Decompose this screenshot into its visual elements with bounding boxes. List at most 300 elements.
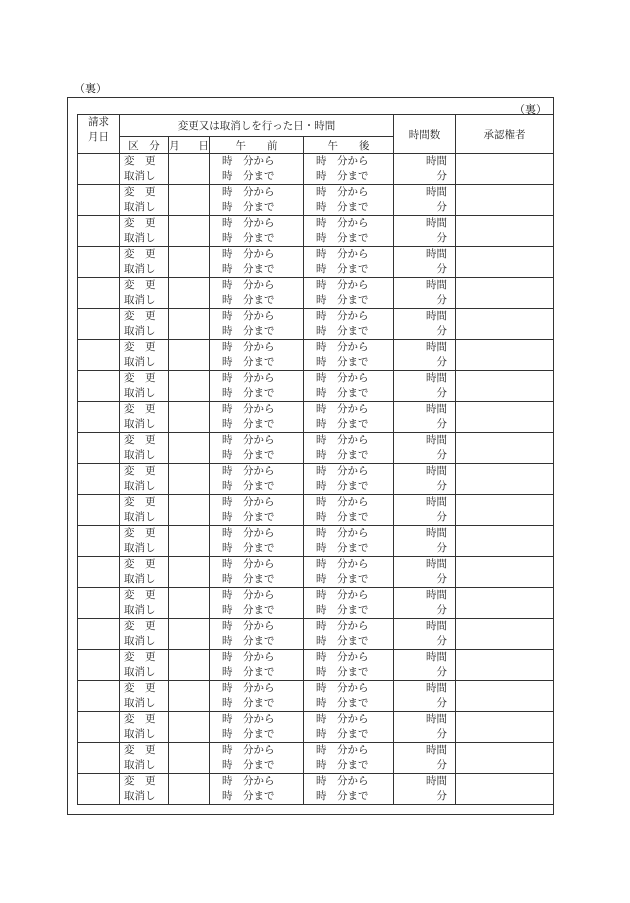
category-cell xyxy=(120,464,169,495)
am-time-to: 時 分まで xyxy=(222,480,275,492)
table-row xyxy=(78,557,554,588)
minutes-label: 分 xyxy=(436,418,447,430)
am-time-from: 時 分から xyxy=(222,496,275,508)
category-cell xyxy=(120,309,169,340)
category-change: 変 更 xyxy=(124,682,156,694)
am-time-to: 時 分まで xyxy=(222,325,275,337)
hours-label: 時間 xyxy=(426,372,447,384)
pm-time-cell xyxy=(304,464,394,495)
am-time-from: 時 分から xyxy=(222,651,275,663)
table-row xyxy=(78,588,554,619)
pm-time-to: 時 分まで xyxy=(316,604,369,616)
pm-time-from: 時 分から xyxy=(316,651,369,663)
am-time-from: 時 分から xyxy=(222,341,275,353)
request-date-cell[interactable] xyxy=(78,650,120,681)
category-change: 変 更 xyxy=(124,434,156,446)
month-day-cell[interactable] xyxy=(169,402,210,433)
pm-time-cell xyxy=(304,216,394,247)
category-cancel: 取消し xyxy=(124,294,156,306)
table-row xyxy=(78,526,554,557)
hours-label: 時間 xyxy=(426,217,447,229)
category-cell xyxy=(120,743,169,774)
approver-cell[interactable] xyxy=(456,495,554,526)
minutes-label: 分 xyxy=(436,666,447,678)
minutes-label: 分 xyxy=(436,759,447,771)
table-row xyxy=(78,681,554,712)
category-cancel: 取消し xyxy=(124,728,156,740)
approver-cell[interactable] xyxy=(456,650,554,681)
minutes-label: 分 xyxy=(436,201,447,213)
category-cancel: 取消し xyxy=(124,325,156,337)
month-day-cell[interactable] xyxy=(169,371,210,402)
category-cancel: 取消し xyxy=(124,759,156,771)
am-time-cell xyxy=(210,402,304,433)
pm-time-from: 時 分から xyxy=(316,403,369,415)
am-time-cell xyxy=(210,495,304,526)
pm-time-from: 時 分から xyxy=(316,434,369,446)
pm-time-cell xyxy=(304,154,394,185)
request-date-cell[interactable] xyxy=(78,464,120,495)
month-day-cell[interactable] xyxy=(169,495,210,526)
am-time-from: 時 分から xyxy=(222,155,275,167)
hours-cell xyxy=(394,402,456,433)
month-day-cell[interactable] xyxy=(169,340,210,371)
pm-time-cell xyxy=(304,278,394,309)
pm-time-to: 時 分まで xyxy=(316,294,369,306)
category-cell xyxy=(120,433,169,464)
category-cell xyxy=(120,154,169,185)
request-date-cell[interactable] xyxy=(78,402,120,433)
request-date-cell[interactable] xyxy=(78,681,120,712)
table-row xyxy=(78,650,554,681)
pm-time-to: 時 分まで xyxy=(316,635,369,647)
category-change: 変 更 xyxy=(124,744,156,756)
minutes-label: 分 xyxy=(436,480,447,492)
request-date-cell[interactable] xyxy=(78,619,120,650)
table-row xyxy=(78,340,554,371)
am-time-cell xyxy=(210,185,304,216)
approver-cell[interactable] xyxy=(456,278,554,309)
month-day-cell[interactable] xyxy=(169,278,210,309)
approver-cell[interactable] xyxy=(456,743,554,774)
request-date-cell[interactable] xyxy=(78,247,120,278)
pm-time-to: 時 分まで xyxy=(316,573,369,585)
request-date-cell[interactable] xyxy=(78,588,120,619)
minutes-label: 分 xyxy=(436,263,447,275)
pm-time-cell xyxy=(304,340,394,371)
am-time-from: 時 分から xyxy=(222,279,275,291)
category-cancel: 取消し xyxy=(124,170,156,182)
pm-time-cell xyxy=(304,433,394,464)
month-day-cell[interactable] xyxy=(169,712,210,743)
hours-label: 時間 xyxy=(426,155,447,167)
request-date-cell[interactable] xyxy=(78,309,120,340)
category-change: 変 更 xyxy=(124,465,156,477)
pm-time-cell xyxy=(304,774,394,805)
page-back-label: （裏） xyxy=(74,82,107,95)
am-time-from: 時 分から xyxy=(222,217,275,229)
pm-time-from: 時 分から xyxy=(316,310,369,322)
pm-time-from: 時 分から xyxy=(316,589,369,601)
category-cancel: 取消し xyxy=(124,697,156,709)
table-row xyxy=(78,247,554,278)
month-day-cell[interactable] xyxy=(169,681,210,712)
pm-time-from: 時 分から xyxy=(316,527,369,539)
header-pm: 午 後 xyxy=(304,137,394,154)
request-date-cell[interactable] xyxy=(78,433,120,464)
hours-label: 時間 xyxy=(426,589,447,601)
am-time-cell xyxy=(210,619,304,650)
request-date-cell[interactable] xyxy=(78,278,120,309)
request-date-cell[interactable] xyxy=(78,154,120,185)
header-am: 午 前 xyxy=(210,137,304,154)
month-day-cell[interactable] xyxy=(169,247,210,278)
month-day-cell[interactable] xyxy=(169,216,210,247)
pm-time-to: 時 分まで xyxy=(316,728,369,740)
hours-cell xyxy=(394,309,456,340)
pm-time-cell xyxy=(304,743,394,774)
am-time-to: 時 分まで xyxy=(222,263,275,275)
pm-time-to: 時 分まで xyxy=(316,697,369,709)
hours-label: 時間 xyxy=(426,248,447,260)
am-time-from: 時 分から xyxy=(222,589,275,601)
am-time-cell xyxy=(210,154,304,185)
request-date-cell[interactable] xyxy=(78,557,120,588)
pm-time-cell xyxy=(304,247,394,278)
am-time-cell xyxy=(210,526,304,557)
header-approver: 承認権者 xyxy=(456,115,554,154)
am-time-from: 時 分から xyxy=(222,403,275,415)
category-cell xyxy=(120,371,169,402)
am-time-to: 時 分まで xyxy=(222,387,275,399)
hours-cell xyxy=(394,216,456,247)
hours-label: 時間 xyxy=(426,434,447,446)
category-cell xyxy=(120,557,169,588)
pm-time-to: 時 分まで xyxy=(316,790,369,802)
hours-label: 時間 xyxy=(426,775,447,787)
hours-cell xyxy=(394,650,456,681)
approver-cell[interactable] xyxy=(456,216,554,247)
month-day-cell[interactable] xyxy=(169,650,210,681)
am-time-cell xyxy=(210,309,304,340)
category-cell xyxy=(120,340,169,371)
pm-time-cell xyxy=(304,588,394,619)
hours-label: 時間 xyxy=(426,186,447,198)
category-cell xyxy=(120,588,169,619)
minutes-label: 分 xyxy=(436,573,447,585)
header-change-group: 変更又は取消しを行った日・時間 xyxy=(120,115,394,137)
pm-time-to: 時 分まで xyxy=(316,511,369,523)
change-cancel-table xyxy=(77,114,554,805)
approver-cell[interactable] xyxy=(456,185,554,216)
pm-time-to: 時 分まで xyxy=(316,356,369,368)
am-time-from: 時 分から xyxy=(222,372,275,384)
minutes-label: 分 xyxy=(436,635,447,647)
approver-cell[interactable] xyxy=(456,774,554,805)
category-cancel: 取消し xyxy=(124,480,156,492)
hours-cell xyxy=(394,743,456,774)
hours-label: 時間 xyxy=(426,279,447,291)
category-cancel: 取消し xyxy=(124,790,156,802)
am-time-to: 時 分まで xyxy=(222,232,275,244)
pm-time-from: 時 分から xyxy=(316,496,369,508)
month-day-cell[interactable] xyxy=(169,464,210,495)
request-date-cell[interactable] xyxy=(78,712,120,743)
category-cell xyxy=(120,650,169,681)
month-day-cell[interactable] xyxy=(169,526,210,557)
pm-time-from: 時 分から xyxy=(316,155,369,167)
approver-cell[interactable] xyxy=(456,402,554,433)
month-day-cell[interactable] xyxy=(169,619,210,650)
pm-time-from: 時 分から xyxy=(316,372,369,384)
am-time-to: 時 分まで xyxy=(222,170,275,182)
am-time-from: 時 分から xyxy=(222,744,275,756)
month-day-cell[interactable] xyxy=(169,743,210,774)
am-time-to: 時 分まで xyxy=(222,635,275,647)
table-row xyxy=(78,278,554,309)
table-row xyxy=(78,712,554,743)
pm-time-cell xyxy=(304,619,394,650)
hours-label: 時間 xyxy=(426,310,447,322)
hours-cell xyxy=(394,526,456,557)
pm-time-to: 時 分まで xyxy=(316,325,369,337)
category-cancel: 取消し xyxy=(124,604,156,616)
pm-time-to: 時 分まで xyxy=(316,232,369,244)
pm-time-cell xyxy=(304,681,394,712)
category-cell xyxy=(120,774,169,805)
approver-cell[interactable] xyxy=(456,464,554,495)
hours-cell xyxy=(394,185,456,216)
request-date-cell[interactable] xyxy=(78,185,120,216)
am-time-from: 時 分から xyxy=(222,186,275,198)
pm-time-from: 時 分から xyxy=(316,558,369,570)
minutes-label: 分 xyxy=(436,604,447,616)
category-change: 変 更 xyxy=(124,775,156,787)
am-time-to: 時 分まで xyxy=(222,728,275,740)
am-time-to: 時 分まで xyxy=(222,573,275,585)
category-cancel: 取消し xyxy=(124,387,156,399)
header-hours: 時間数 xyxy=(394,115,456,154)
table-row xyxy=(78,464,554,495)
pm-time-cell xyxy=(304,650,394,681)
approver-cell[interactable] xyxy=(456,309,554,340)
month-day-cell[interactable] xyxy=(169,557,210,588)
month-day-cell[interactable] xyxy=(169,774,210,805)
minutes-label: 分 xyxy=(436,697,447,709)
hours-label: 時間 xyxy=(426,465,447,477)
pm-time-cell xyxy=(304,185,394,216)
pm-time-to: 時 分まで xyxy=(316,666,369,678)
am-time-from: 時 分から xyxy=(222,248,275,260)
hours-cell xyxy=(394,433,456,464)
category-change: 変 更 xyxy=(124,496,156,508)
category-change: 変 更 xyxy=(124,248,156,260)
category-cancel: 取消し xyxy=(124,356,156,368)
request-date-cell[interactable] xyxy=(78,526,120,557)
am-time-cell xyxy=(210,247,304,278)
category-cancel: 取消し xyxy=(124,418,156,430)
month-day-cell[interactable] xyxy=(169,185,210,216)
approver-cell[interactable] xyxy=(456,371,554,402)
am-time-from: 時 分から xyxy=(222,713,275,725)
am-time-cell xyxy=(210,588,304,619)
pm-time-to: 時 分まで xyxy=(316,480,369,492)
am-time-to: 時 分まで xyxy=(222,511,275,523)
approver-cell[interactable] xyxy=(456,588,554,619)
table-row xyxy=(78,433,554,464)
minutes-label: 分 xyxy=(436,325,447,337)
request-date-cell[interactable] xyxy=(78,216,120,247)
am-time-to: 時 分まで xyxy=(222,418,275,430)
pm-time-to: 時 分まで xyxy=(316,542,369,554)
minutes-label: 分 xyxy=(436,511,447,523)
hours-label: 時間 xyxy=(426,651,447,663)
category-cell xyxy=(120,526,169,557)
hours-cell xyxy=(394,588,456,619)
am-time-cell xyxy=(210,650,304,681)
hours-label: 時間 xyxy=(426,403,447,415)
hours-cell xyxy=(394,154,456,185)
approver-cell[interactable] xyxy=(456,340,554,371)
minutes-label: 分 xyxy=(436,294,447,306)
am-time-cell xyxy=(210,464,304,495)
table-row xyxy=(78,774,554,805)
request-date-cell[interactable] xyxy=(78,495,120,526)
pm-time-from: 時 分から xyxy=(316,341,369,353)
pm-time-cell xyxy=(304,402,394,433)
category-cancel: 取消し xyxy=(124,511,156,523)
am-time-from: 時 分から xyxy=(222,558,275,570)
month-day-cell[interactable] xyxy=(169,588,210,619)
approver-cell[interactable] xyxy=(456,712,554,743)
category-cell xyxy=(120,247,169,278)
am-time-to: 時 分まで xyxy=(222,201,275,213)
table-row xyxy=(78,743,554,774)
request-date-cell[interactable] xyxy=(78,743,120,774)
category-change: 変 更 xyxy=(124,372,156,384)
pm-time-to: 時 分まで xyxy=(316,449,369,461)
category-cancel: 取消し xyxy=(124,573,156,585)
pm-time-from: 時 分から xyxy=(316,775,369,787)
am-time-from: 時 分から xyxy=(222,620,275,632)
pm-time-to: 時 分まで xyxy=(316,387,369,399)
header-day: 日 xyxy=(198,139,209,152)
pm-time-cell xyxy=(304,557,394,588)
month-day-cell[interactable] xyxy=(169,433,210,464)
am-time-to: 時 分まで xyxy=(222,542,275,554)
month-day-cell[interactable] xyxy=(169,309,210,340)
pm-time-to: 時 分まで xyxy=(316,263,369,275)
hours-label: 時間 xyxy=(426,496,447,508)
hours-label: 時間 xyxy=(426,620,447,632)
category-cancel: 取消し xyxy=(124,232,156,244)
am-time-to: 時 分まで xyxy=(222,759,275,771)
pm-time-from: 時 分から xyxy=(316,248,369,260)
am-time-cell xyxy=(210,712,304,743)
category-cell xyxy=(120,278,169,309)
table-row xyxy=(78,185,554,216)
pm-time-from: 時 分から xyxy=(316,217,369,229)
am-time-cell xyxy=(210,340,304,371)
category-cell xyxy=(120,402,169,433)
table-row xyxy=(78,371,554,402)
am-time-to: 時 分まで xyxy=(222,697,275,709)
header-month: 月 xyxy=(169,139,180,152)
pm-time-from: 時 分から xyxy=(316,682,369,694)
category-cancel: 取消し xyxy=(124,263,156,275)
category-change: 変 更 xyxy=(124,558,156,570)
approver-cell[interactable] xyxy=(456,557,554,588)
frame-back-label: （裏） xyxy=(514,103,547,116)
category-change: 変 更 xyxy=(124,279,156,291)
minutes-label: 分 xyxy=(436,170,447,182)
category-change: 変 更 xyxy=(124,527,156,539)
approver-cell[interactable] xyxy=(456,619,554,650)
header-request-date xyxy=(78,115,120,154)
minutes-label: 分 xyxy=(436,728,447,740)
table-row xyxy=(78,154,554,185)
category-cell xyxy=(120,185,169,216)
pm-time-from: 時 分から xyxy=(316,465,369,477)
am-time-to: 時 分まで xyxy=(222,604,275,616)
hours-label: 時間 xyxy=(426,682,447,694)
am-time-cell xyxy=(210,216,304,247)
hours-label: 時間 xyxy=(426,558,447,570)
am-time-from: 時 分から xyxy=(222,465,275,477)
pm-time-cell xyxy=(304,371,394,402)
am-time-to: 時 分まで xyxy=(222,449,275,461)
pm-time-from: 時 分から xyxy=(316,713,369,725)
header-category: 区 分 xyxy=(120,137,169,154)
am-time-cell xyxy=(210,774,304,805)
hours-label: 時間 xyxy=(426,744,447,756)
hours-label: 時間 xyxy=(426,527,447,539)
approver-cell[interactable] xyxy=(456,681,554,712)
header-request-date-text: 請求 月日 xyxy=(88,116,109,143)
request-date-cell[interactable] xyxy=(78,371,120,402)
hours-cell xyxy=(394,712,456,743)
am-time-to: 時 分まで xyxy=(222,666,275,678)
category-change: 変 更 xyxy=(124,403,156,415)
hours-label: 時間 xyxy=(426,713,447,725)
category-change: 変 更 xyxy=(124,217,156,229)
category-cell xyxy=(120,216,169,247)
request-date-cell[interactable] xyxy=(78,340,120,371)
minutes-label: 分 xyxy=(436,542,447,554)
approver-cell[interactable] xyxy=(456,433,554,464)
pm-time-from: 時 分から xyxy=(316,186,369,198)
table-row xyxy=(78,619,554,650)
am-time-from: 時 分から xyxy=(222,434,275,446)
hours-cell xyxy=(394,278,456,309)
am-time-to: 時 分まで xyxy=(222,294,275,306)
approver-cell[interactable] xyxy=(456,247,554,278)
am-time-cell xyxy=(210,743,304,774)
am-time-cell xyxy=(210,433,304,464)
request-date-cell[interactable] xyxy=(78,774,120,805)
category-cell xyxy=(120,619,169,650)
hours-cell xyxy=(394,340,456,371)
am-time-from: 時 分から xyxy=(222,682,275,694)
month-day-cell[interactable] xyxy=(169,154,210,185)
minutes-label: 分 xyxy=(436,356,447,368)
hours-cell xyxy=(394,247,456,278)
approver-cell[interactable] xyxy=(456,526,554,557)
minutes-label: 分 xyxy=(436,449,447,461)
table-row xyxy=(78,402,554,433)
header-month-day xyxy=(169,137,210,154)
approver-cell[interactable] xyxy=(456,154,554,185)
